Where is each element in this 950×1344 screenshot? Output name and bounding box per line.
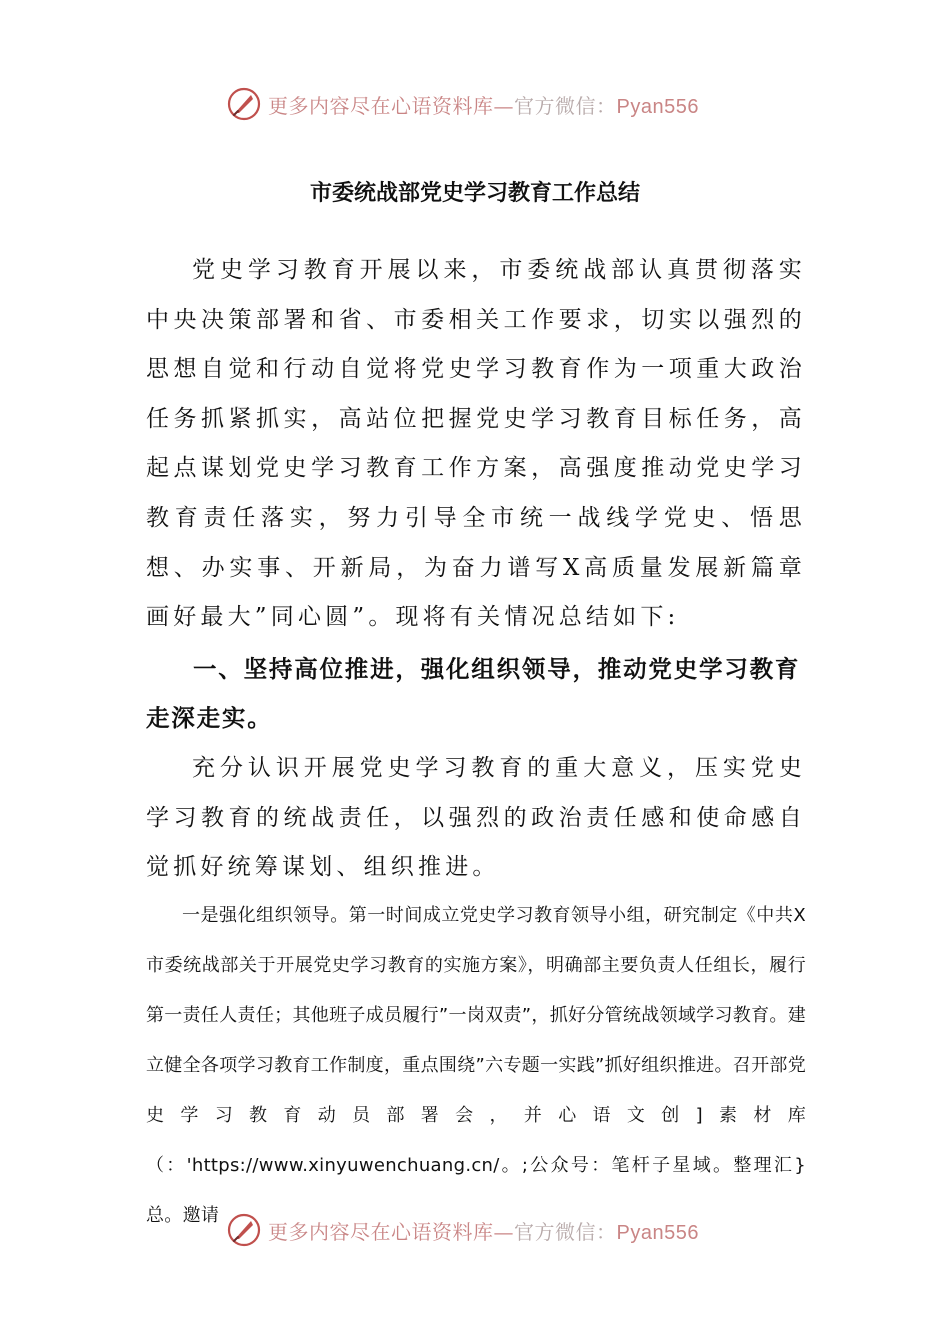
banner-text (268, 1216, 699, 1245)
banner-wechat-id: Pyan556 (616, 95, 699, 118)
banner-wechat-label: 官方微信： (514, 1219, 617, 1244)
section-1-intro-block (146, 744, 806, 893)
footer-banner (226, 1210, 699, 1250)
section-intro-paragraph: 充分认识开展党史学习教育的重大意义，压实党史学习教育的统战责任，以强烈的政治责任感和使命感自觉抓好统筹谋划、组织推进。 (146, 755, 806, 881)
quill-logo-icon (226, 1212, 262, 1248)
section-1-item-block (146, 891, 806, 1241)
banner-dash: — (493, 93, 514, 118)
section-item-paragraph: 一是强化组织领导。第一时间成立党史学习教育领导小组，研究制定《中共X市委统战部关于开展党史学习教育的实施方案》，明确部主要负责人任组长，履行第一责任人责任；其他班子成员履行”一岗双责”，抓好分管统战领域学习教育。建立健全各项学习教育工作制度，重点围绕”六专题一实践”抓好组织推进。召开部党史学习教育动员部署会，并心语文创]素材库（：'https://www.xinyuwenchuang.cn/。;公众号：笔杆子星域。整理汇}总。邀请 (146, 905, 806, 1226)
banner-wechat-id: Pyan556 (616, 1221, 699, 1244)
document-body (146, 246, 806, 643)
section-1 (146, 645, 806, 743)
header-banner (226, 84, 699, 124)
banner-slogan: 更多内容尽在心语资料库 (268, 1219, 494, 1244)
quill-logo-icon (226, 86, 262, 122)
document-title: 市委统战部党史学习教育工作总结 (309, 180, 640, 206)
section-heading: 一、坚持高位推进，强化组织领导，推动党史学习教育走深走实。 (146, 655, 801, 732)
banner-wechat-label: 官方微信： (514, 93, 617, 118)
banner-text (268, 90, 699, 119)
banner-dash: — (493, 1219, 514, 1244)
intro-paragraph: 党史学习教育开展以来，市委统战部认真贯彻落实中央决策部署和省、市委相关工作要求，切实以强烈的思想自觉和行动自觉将党史学习教育作为一项重大政治任务抓紧抓实，高站位把握党史学习教育目标任务，高起点谋划党史学习教育工作方案，高强度推动党史学习教育责任落实，努力引导全市统一战线学党史、悟思想、办实事、开新局，为奋力谱写X高质量发展新篇章画好最大”同心圆”。现将有关情况总结如下: (146, 257, 806, 631)
banner-slogan: 更多内容尽在心语资料库 (268, 93, 494, 118)
